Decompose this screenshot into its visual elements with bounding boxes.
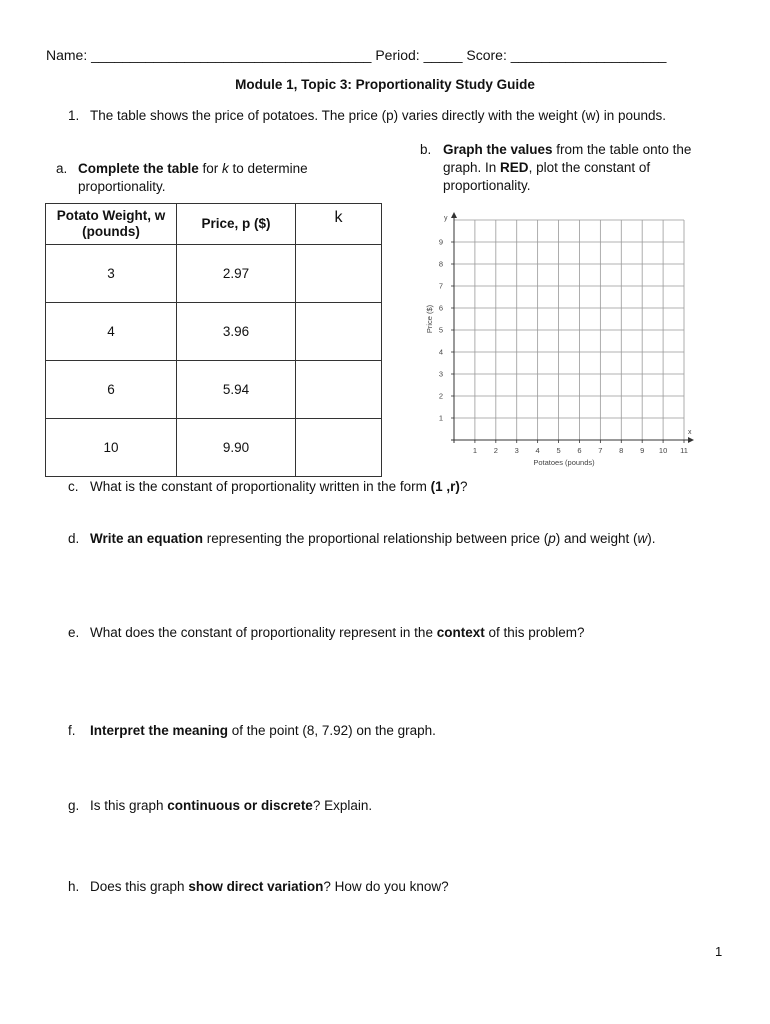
page-number: 1 (715, 944, 723, 959)
question-text-segment: ? Explain. (312, 798, 373, 813)
page-title: Module 1, Topic 3: Proportionality Study Guide (235, 77, 535, 92)
question-label: e. (68, 625, 80, 640)
cell-weight: 10 (46, 419, 177, 477)
y-tick-label: 5 (438, 325, 444, 335)
table-row (46, 419, 382, 477)
x-tick-label: 7 (598, 446, 603, 455)
cell-price: 5.94 (177, 361, 296, 419)
cell-k[interactable] (296, 361, 382, 419)
question-text-segment: ). (647, 531, 656, 546)
question-text-segment: representing the proportional relationship between price ( (203, 531, 549, 546)
part-a-italic: k (222, 161, 229, 176)
question-text-segment: ) and weight ( (555, 531, 638, 546)
cell-price: 2.97 (177, 245, 296, 303)
question-text (90, 530, 710, 548)
question-text-segment: of the point (8, 7.92) on the graph. (228, 723, 436, 738)
cell-price: 3.96 (177, 303, 296, 361)
cell-k[interactable] (296, 419, 382, 477)
part-b-text2: , plot the constant of proportionality. (443, 160, 651, 193)
x-axis-arrow-icon (688, 437, 694, 443)
question-label: d. (68, 531, 80, 546)
y-tick-label: 6 (438, 303, 444, 313)
table-row (46, 303, 382, 361)
part-b-text1: from the table onto the graph. In (443, 142, 692, 175)
question-text (90, 878, 710, 896)
y-tick-label: 7 (438, 281, 444, 291)
part-a-pre: for (198, 161, 223, 176)
question-text-segment: p (548, 531, 556, 546)
x-tick-label: 5 (556, 446, 561, 455)
part-a-post: to determine proportionality. (78, 161, 308, 194)
cell-weight: 3 (46, 245, 177, 303)
x-tick-label: 9 (640, 446, 645, 455)
y-axis-label: Price ($) (425, 304, 434, 334)
question-text-segment: ? How do you know? (323, 879, 449, 894)
part-b-bold2: RED (500, 160, 529, 175)
header-price: Price, p ($) (177, 204, 296, 245)
question-text: The table shows the price of potatoes. The price (p) varies directly with the weight (w) in pounds. (90, 108, 667, 123)
cell-weight: 6 (46, 361, 177, 419)
x-tick-label: 10 (658, 446, 668, 455)
question-text-segment: What is the constant of proportionality written in the form (90, 479, 431, 494)
part-b-bold1: Graph the values (443, 142, 553, 157)
question-label: c. (68, 479, 79, 494)
table-row (46, 361, 382, 419)
proportionality-table (45, 203, 382, 477)
question-label: h. (68, 879, 80, 894)
header-weight: Potato Weight, w (pounds) (46, 204, 177, 245)
question-label: f. (68, 723, 76, 738)
x-tick-label: 11 (680, 446, 688, 455)
question-text-segment: of this problem? (484, 625, 585, 640)
question-text (90, 722, 710, 740)
question-text-segment: show direct variation (188, 879, 324, 894)
y-tick-label: 9 (438, 237, 444, 247)
question-text-segment: context (436, 625, 485, 640)
part-b-label: b. (420, 142, 432, 157)
cell-weight: 4 (46, 303, 177, 361)
question-text-segment: Does this graph (90, 879, 189, 894)
question-text-segment: (1 ,r) (430, 479, 460, 494)
table-row (46, 245, 382, 303)
y-axis-letter: y (444, 215, 448, 222)
question-text (90, 624, 710, 642)
header-line: Name: ____________________________________ Period: _____ Score: ____________________ (46, 47, 667, 63)
question-text-segment: Is this graph (90, 798, 168, 813)
y-axis-arrow-icon (451, 212, 457, 218)
question-text-segment: Write an equation (90, 531, 204, 546)
question-text (90, 478, 710, 496)
y-tick-label: 8 (438, 259, 444, 269)
x-tick-label: 3 (514, 446, 519, 455)
y-tick-label: 2 (438, 391, 444, 401)
question-number: 1. (68, 108, 80, 123)
part-a-bold: Complete the table (78, 161, 199, 176)
question-label: g. (68, 798, 80, 813)
y-tick-label: 1 (438, 413, 444, 423)
y-tick-label: 3 (438, 369, 444, 379)
x-tick-label: 2 (493, 446, 498, 455)
blank-graph[interactable] (420, 200, 700, 475)
question-text-segment: ? (459, 479, 468, 494)
table-header-row (46, 204, 382, 245)
x-axis-label: Potatoes (pounds) (533, 458, 595, 467)
x-axis-letter: x (688, 429, 692, 436)
x-tick-label: 1 (472, 446, 477, 455)
y-tick-label: 4 (438, 347, 444, 357)
question-text (90, 797, 710, 815)
x-tick-label: 4 (535, 446, 540, 455)
question-text-segment: continuous or discrete (167, 798, 313, 813)
x-tick-label: 6 (577, 446, 582, 455)
cell-k[interactable] (296, 245, 382, 303)
x-tick-label: 8 (619, 446, 624, 455)
header-k: k (296, 204, 382, 245)
cell-price: 9.90 (177, 419, 296, 477)
part-a-label: a. (56, 161, 68, 176)
question-text-segment: What does the constant of proportionality represent in the (90, 625, 437, 640)
question-text-segment: w (637, 531, 648, 546)
question-text-segment: Interpret the meaning (90, 723, 229, 738)
part-a-text (78, 160, 378, 196)
part-b-text (443, 141, 733, 195)
cell-k[interactable] (296, 303, 382, 361)
